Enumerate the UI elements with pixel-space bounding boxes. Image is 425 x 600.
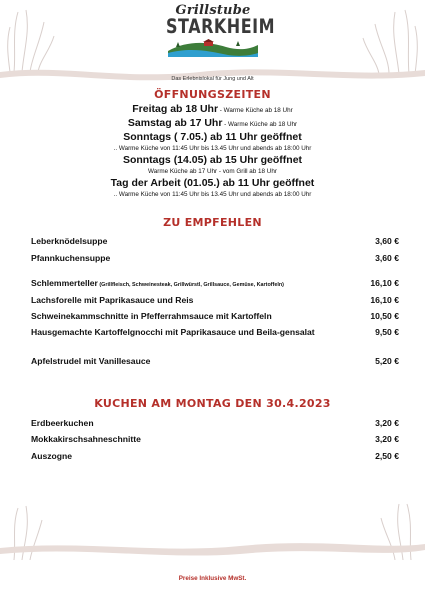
hours-main: Sonntags ( 7.05.) ab 11 Uhr geöffnet: [123, 131, 302, 143]
hours-note: - Warme Küche ab 18 Uhr: [222, 121, 298, 128]
tagline: Das Erlebnislokal für Jung und Alt: [171, 76, 254, 82]
hours-line: Warme Küche ab 17 Uhr - vom Grill ab 18 Uhr: [148, 168, 277, 175]
logo: [166, 3, 275, 59]
hours-line: [0, 131, 425, 143]
footer-note: Preise Inklusive MwSt.: [178, 575, 247, 582]
menu-item-name: Leberknödelsuppe: [31, 236, 108, 246]
hours-line: [0, 177, 425, 189]
logo-main-text: STARKHEIM: [166, 15, 275, 38]
opening-hours-heading: ÖFFNUNGSZEITEN: [154, 88, 271, 101]
menu-item-detail: (Grillfleisch, Schweinesteak, Grillwürstl, Grillsauce, Gemüse, Kartoffeln): [97, 282, 284, 288]
cake-item-price: 3,20 €: [375, 434, 399, 444]
opening-hours-list: [0, 103, 425, 200]
menu-item-price: 16,10 €: [370, 295, 399, 305]
logo-top-text: Grillstube: [175, 3, 251, 18]
cake-item-name: Mokkakirschsahneschnitte: [31, 434, 141, 444]
hours-line: .. Warme Küche von 11:45 Uhr bis 13.45 Uhr und abends ab 18:00 Uhr: [113, 145, 312, 152]
menu-item-name: Pfannkuchensuppe: [31, 253, 111, 263]
hours-main: Samstag ab 17 Uhr: [127, 117, 223, 129]
menu-item-title: Schlemmerteller: [31, 278, 98, 288]
cake-heading: KUCHEN AM MONTAG DEN 30.4.2023: [94, 397, 331, 410]
cake-item-name: Auszogne: [31, 451, 73, 461]
menu-item-price: 10,50 €: [370, 311, 399, 321]
landscape-logo-icon: [166, 37, 260, 59]
menu-item-price: 9,50 €: [375, 327, 399, 337]
menu-item-price: 5,20 €: [375, 356, 399, 366]
hours-line: [0, 117, 425, 131]
cake-item-price: 2,50 €: [375, 451, 399, 461]
menu-item-name: Schweinekammschnitte in Pfefferrahmsauce mit Kartoffeln: [31, 311, 272, 321]
menu-item-name: Hausgemachte Kartoffelgnocchi mit Paprikasauce und Beila-gensalat: [31, 327, 315, 337]
menu-item-name: Apfelstrudel mit Vanillesauce: [31, 356, 151, 366]
cake-item-name: Erdbeerkuchen: [31, 418, 94, 428]
cake-item-price: 3,20 €: [375, 418, 399, 428]
recommendations-heading: ZU EMPFEHLEN: [163, 216, 262, 229]
menu-item-price: 16,10 €: [370, 278, 399, 288]
hours-note: - Warme Küche ab 18 Uhr: [218, 107, 293, 114]
menu-item-price: 3,60 €: [375, 253, 399, 263]
bottom-wave-band: [0, 536, 425, 558]
hours-main: Freitag ab 18 Uhr: [132, 103, 219, 115]
hours-main: Sonntags (14.05) ab 15 Uhr geöffnet: [122, 154, 303, 166]
menu-item-price: 3,60 €: [375, 236, 399, 246]
hours-line: .. Warme Küche von 11:45 Uhr bis 13.45 Uhr und abends ab 18:00 Uhr: [113, 191, 312, 198]
hours-line: [0, 154, 425, 166]
menu-item-name: [31, 278, 341, 291]
hours-main: Tag der Arbeit (01.05.) ab 11 Uhr geöffnet: [110, 177, 315, 189]
menu-item-name: Lachsforelle mit Paprikasauce und Reis: [31, 295, 194, 305]
hours-line: [0, 103, 425, 117]
